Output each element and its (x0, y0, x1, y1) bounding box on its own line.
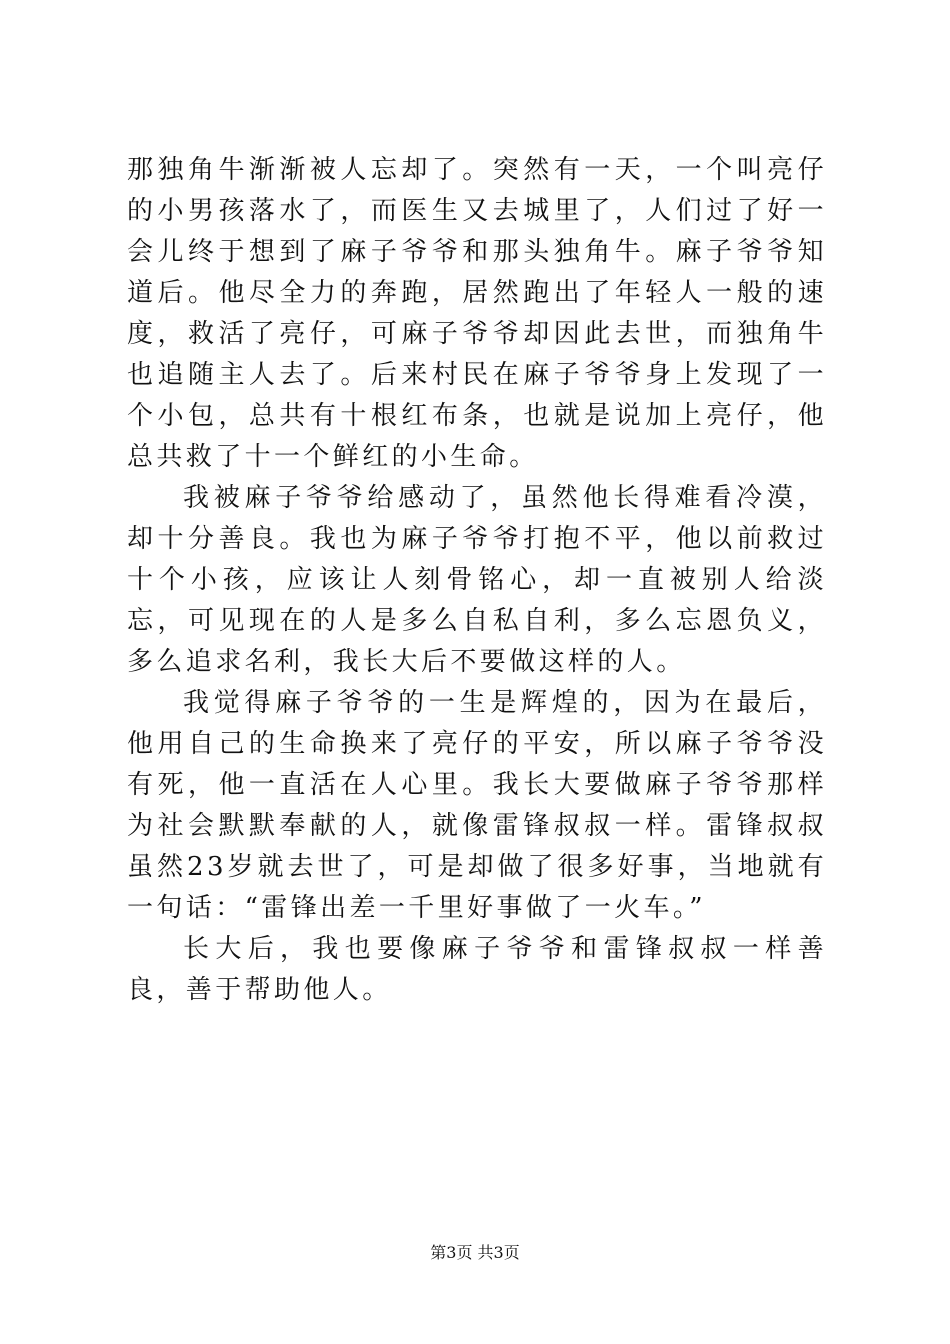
paragraph-4: 长大后，我也要像麻子爷爷和雷锋叔叔一样善良，善于帮助他人。 (127, 934, 827, 1005)
body-text (127, 150, 827, 1011)
paragraph-3: 我觉得麻子爷爷的一生是辉煌的，因为在最后，他用自己的生命换来了亮仔的平安，所以麻子爷爷没有死，他一直活在人心里。我长大要做麻子爷爷那样为社会默默奉献的人，就像雷锋叔叔一样。雷锋叔叔虽然23岁就去世了，可是却做了很多好事，当地就有一句话：“雷锋出差一千里好事做了一火车。” (127, 688, 827, 923)
paragraph-1: 那独角牛渐渐被人忘却了。突然有一天，一个叫亮仔的小男孩落水了，而医生又去城里了，人们过了好一会儿终于想到了麻子爷爷和那头独角牛。麻子爷爷知道后。他尽全力的奔跑，居然跑出了年轻人一般的速度，救活了亮仔，可麻子爷爷却因此去世，而独角牛也追随主人去了。后来村民在麻子爷爷身上发现了一个小包，总共有十根红布条，也就是说加上亮仔，他总共救了十一个鲜红的小生命。 (127, 155, 827, 472)
paragraph-2: 我被麻子爷爷给感动了，虽然他长得难看冷漠，却十分善良。我也为麻子爷爷打抱不平，他以前救过十个小孩，应该让人刻骨铭心，却一直被别人给淡忘，可见现在的人是多么自私自利，多么忘恩负义，多么追求名利，我长大后不要做这样的人。 (127, 483, 827, 677)
page-footer: 第3页 共3页 (430, 1243, 520, 1262)
